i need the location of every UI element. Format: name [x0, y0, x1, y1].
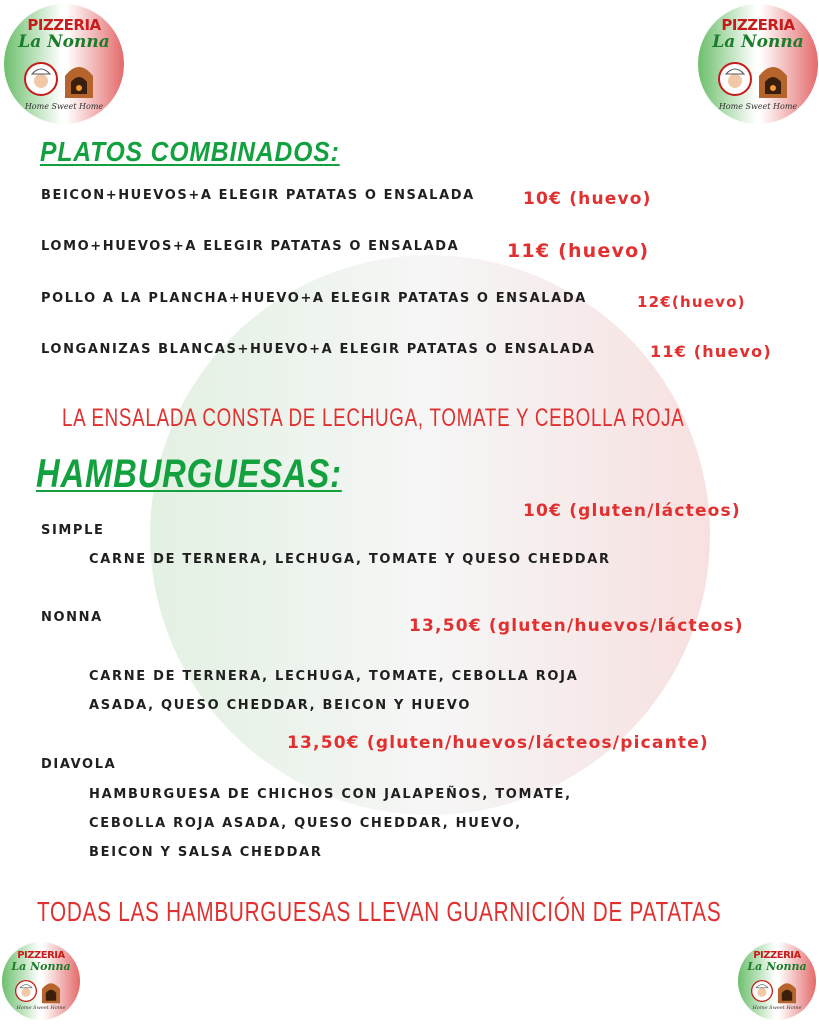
logo-subname: La Nonna [712, 32, 804, 52]
combinado-item-name: POLLO A LA PLANCHA+HUEVO+A ELEGIR PATATAS O ENSALADA [41, 291, 587, 306]
logo-name: PIZZERIA [17, 950, 65, 961]
logo-subname: La Nonna [11, 960, 71, 973]
pizza-oven-icon [776, 977, 798, 1005]
logo-bottom-left [2, 942, 80, 1020]
burger-description: ASADA, QUESO CHEDDAR, BEICON Y HUEVO [89, 698, 472, 713]
logo-top-left [4, 4, 124, 124]
burger-name: SIMPLE [41, 523, 105, 538]
logo-name: PIZZERIA [753, 950, 801, 961]
combinados-note: LA ENSALADA CONSTA DE LECHUGA, TOMATE Y CEBOLLA ROJA [62, 404, 685, 432]
chef-icon [718, 62, 752, 96]
burger-price: 10€ (gluten/lácteos) [523, 501, 741, 521]
combinado-item-price: 11€ (huevo) [650, 342, 772, 361]
pizza-oven-icon [40, 977, 62, 1005]
combinado-item-name: BEICON+HUEVOS+A ELEGIR PATATAS O ENSALADA [41, 188, 475, 203]
logo-top-right [698, 4, 818, 124]
burger-description: BEICON Y SALSA CHEDDAR [89, 845, 323, 860]
combinado-item-price: 10€ (huevo) [523, 189, 652, 209]
combinado-item-price: 12€(huevo) [637, 293, 746, 311]
chef-icon [15, 980, 37, 1002]
logo-name: PIZZERIA [27, 16, 101, 34]
logo-subname: La Nonna [18, 32, 110, 52]
logo-slogan: Home Sweet Home [752, 1005, 802, 1011]
combinado-item-name: LONGANIZAS BLANCAS+HUEVO+A ELEGIR PATATAS O ENSALADA [41, 342, 596, 357]
logo-slogan: Home Sweet Home [24, 102, 104, 111]
burger-description: CARNE DE TERNERA, LECHUGA, TOMATE Y QUESO CHEDDAR [89, 552, 611, 567]
background-logo-watermark [150, 255, 710, 815]
burger-price: 13,50€ (gluten/huevos/lácteos/picante) [287, 733, 709, 753]
burger-description: CARNE DE TERNERA, LECHUGA, TOMATE, CEBOLLA ROJA [89, 669, 579, 684]
logo-slogan: Home Sweet Home [16, 1005, 66, 1011]
pizza-oven-icon [756, 58, 790, 100]
burger-price: 13,50€ (gluten/huevos/lácteos) [409, 616, 744, 636]
burger-name: NONNA [41, 610, 103, 625]
section-title-hamburguesas: HAMBURGUESAS: [36, 452, 342, 496]
logo-subname: La Nonna [747, 960, 807, 973]
pizza-oven-icon [62, 58, 96, 100]
chef-icon [24, 62, 58, 96]
burger-description: CEBOLLA ROJA ASADA, QUESO CHEDDAR, HUEVO, [89, 816, 522, 831]
combinado-item-price: 11€ (huevo) [507, 240, 650, 262]
burger-description: HAMBURGUESA DE CHICHOS CON JALAPEÑOS, TOMATE, [89, 787, 572, 802]
logo-bottom-right [738, 942, 816, 1020]
burger-name: DIAVOLA [41, 757, 117, 772]
logo-name: PIZZERIA [721, 16, 795, 34]
section-title-combinados: PLATOS COMBINADOS: [40, 136, 340, 167]
hamburguesas-note: TODAS LAS HAMBURGUESAS LLEVAN GUARNICIÓN DE PATATAS [37, 896, 722, 927]
chef-icon [751, 980, 773, 1002]
combinado-item-name: LOMO+HUEVOS+A ELEGIR PATATAS O ENSALADA [41, 239, 460, 254]
logo-slogan: Home Sweet Home [718, 102, 798, 111]
